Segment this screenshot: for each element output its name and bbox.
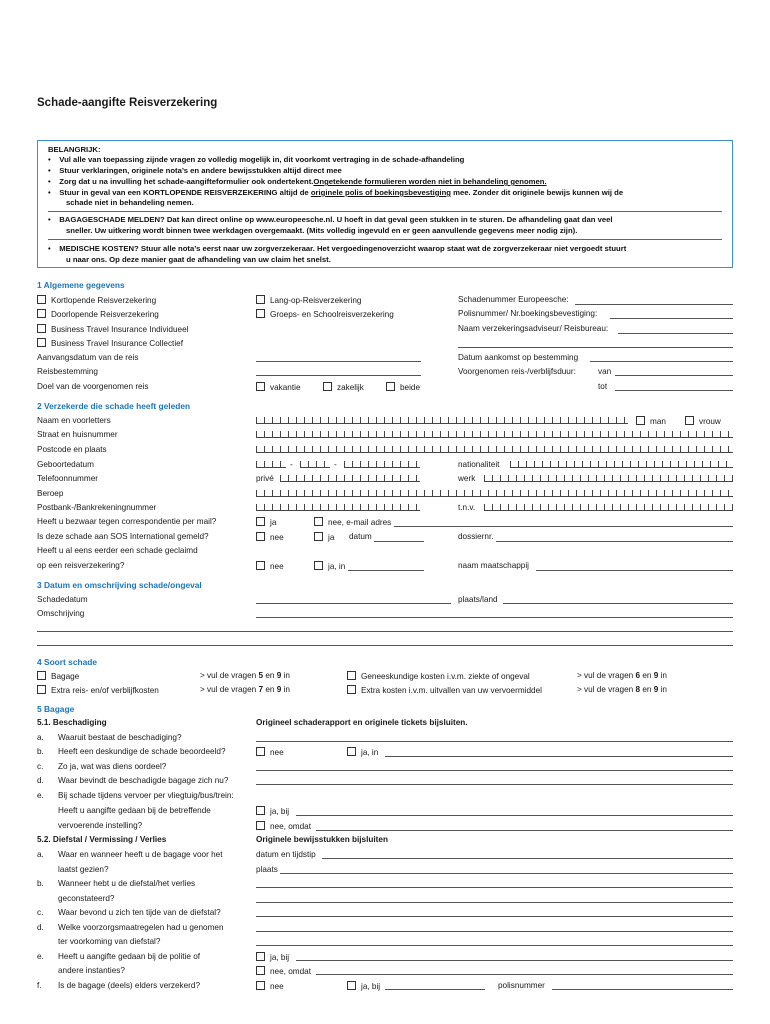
- polisnummer-field[interactable]: [610, 318, 733, 319]
- politie-omdat-field[interactable]: [316, 974, 733, 975]
- geboortedatum-jaar[interactable]: [344, 456, 420, 468]
- telefoon-werk-boxes[interactable]: [484, 470, 733, 482]
- page-title: Schade-aangifte Reisverzekering: [37, 97, 218, 109]
- omschrijving-line-3[interactable]: [37, 645, 733, 646]
- dossiernr-field[interactable]: [496, 541, 733, 542]
- geboortedatum-maand[interactable]: [300, 456, 330, 468]
- maatschappij-field[interactable]: [536, 570, 733, 571]
- aanvangsdatum-field[interactable]: [256, 361, 421, 362]
- checkbox-extra-reiskosten[interactable]: Extra reis- en/of verblijfkosten: [37, 685, 159, 696]
- geconstateerd-field-2[interactable]: [256, 902, 733, 903]
- checkbox-doorlopend[interactable]: Doorlopende Reisverzekering: [37, 309, 159, 320]
- section-1-title: 1 Algemene gegevens: [37, 280, 125, 290]
- checkbox-vakantie[interactable]: vakantie: [256, 382, 301, 393]
- datum-tijdstip-field[interactable]: [322, 858, 733, 859]
- checkbox-man[interactable]: man: [636, 416, 666, 427]
- checkbox-eerder-ja[interactable]: ja, in: [314, 561, 345, 572]
- checkbox-bagage[interactable]: Bagage: [37, 671, 79, 682]
- section-5-title: 5 Bagage: [37, 704, 75, 714]
- checkbox-groeps[interactable]: Groeps- en Schoolreisverzekering: [256, 309, 394, 320]
- checkbox-aangifte-ja[interactable]: ja, bij: [256, 806, 289, 817]
- notice-box: BELANGRIJK: • Vul alle van toepassing zijnde vragen zo volledig mogelijk in, dit voorkomt vertraging in de schade-afhandeling • Stuur verklaringen, originele nota’s en andere bewijsstukken altijd direct mee • Zorg dat u na invulling het schade-aangifteformulier ook ondertekent.Ongetekende formulieren worden niet in behandeling genomen. • Stuur in geval van een KORTLOPENDE REISVERZEKERING altijd de originele polis of boekingsbevestiging mee. Zonder dit originele bewijs kunnen wij de schade niet in behandeling nemen. • BAGAGESCHADE MELDEN? Dat kan direct online op www.europeesche.nl. U hoeft in dat geval geen stukken in te sturen. De afhandeling gaat dan veel sneller. Uw uitkering wordt binnen twee werkdagen overgemaakt. (Mits volledig ingevuld en er geen aanvullende gegevens meer nodig zijn). • MEDISCHE KOSTEN? Stuur alle nota’s eerst naar uw zorgverzekeraar. Het vergoedingenoverzicht waarop staat wat de zorgverzekeraar niet vergoedt stuurt u naar ons. Op deze manier gaat de afhandeling van uw claim het snelst.: [37, 140, 733, 268]
- reisbestemming-field[interactable]: [256, 375, 421, 376]
- geconstateerd-field[interactable]: [256, 887, 733, 888]
- notice-heading: BELANGRIJK:: [48, 145, 101, 154]
- checkbox-aangifte-nee[interactable]: nee, omdat: [256, 821, 311, 832]
- van-field[interactable]: [615, 375, 733, 376]
- voorzorg-field[interactable]: [256, 931, 733, 932]
- voorzorg-field-2[interactable]: [256, 945, 733, 946]
- checkbox-elders-nee[interactable]: nee: [256, 981, 284, 992]
- checkbox-zakelijk[interactable]: zakelijk: [323, 382, 364, 393]
- checkbox-beide[interactable]: beide: [386, 382, 420, 393]
- tot-field[interactable]: [615, 390, 733, 391]
- checkbox-vrouw[interactable]: vrouw: [685, 416, 721, 427]
- checkbox-eerder-nee[interactable]: nee: [256, 561, 284, 572]
- checkbox-politie-ja[interactable]: ja, bij: [256, 952, 289, 963]
- politie-bij-field[interactable]: [296, 960, 733, 961]
- checkbox-bti-collectief[interactable]: Business Travel Insurance Collectief: [37, 338, 183, 349]
- section-4-title: 4 Soort schade: [37, 657, 98, 667]
- email-field[interactable]: [394, 526, 733, 527]
- bankrekening-boxes[interactable]: [256, 499, 420, 511]
- postcode-boxes[interactable]: [256, 441, 733, 453]
- aangifte-omdat-field[interactable]: [316, 830, 733, 831]
- oordeel-field[interactable]: [256, 770, 733, 771]
- elders-bij-field[interactable]: [385, 989, 485, 990]
- nationaliteit-boxes[interactable]: [510, 456, 733, 468]
- schadenummer-field[interactable]: [575, 304, 733, 305]
- checkbox-kortlopend[interactable]: Kortlopende Reisverzekering: [37, 295, 156, 306]
- omschrijving-line-2[interactable]: [37, 631, 733, 632]
- schadedatum-field[interactable]: [256, 603, 451, 604]
- geboortedatum-dag[interactable]: [256, 456, 286, 468]
- checkbox-lang-op-reis[interactable]: Lang-op-Reisverzekering: [256, 295, 361, 306]
- checkbox-mail-ja[interactable]: ja: [256, 517, 276, 528]
- checkbox-mail-nee[interactable]: nee, e-mail adres: [314, 517, 391, 528]
- checkbox-elders-ja[interactable]: ja, bij: [347, 981, 380, 992]
- section-2-title: 2 Verzekerde die schade heeft geleden: [37, 401, 191, 411]
- omschrijving-line-1[interactable]: [256, 617, 733, 618]
- straat-boxes[interactable]: [256, 426, 733, 438]
- checkbox-deskundige-ja[interactable]: ja, in: [347, 747, 378, 758]
- checkbox-geneeskundig[interactable]: Geneeskundige kosten i.v.m. ziekte of ongeval: [347, 671, 530, 682]
- plaats-land-field[interactable]: [503, 603, 733, 604]
- telefoon-prive-boxes[interactable]: [280, 470, 420, 482]
- checkbox-sos-nee[interactable]: nee: [256, 532, 284, 543]
- checkbox-bti-individueel[interactable]: Business Travel Insurance Individueel: [37, 324, 188, 335]
- checkbox-politie-nee[interactable]: nee, omdat: [256, 966, 311, 977]
- locatie-field[interactable]: [256, 916, 733, 917]
- elders-polisnummer-field[interactable]: [552, 989, 733, 990]
- aangifte-bij-field[interactable]: [296, 815, 733, 816]
- plaats-field[interactable]: [280, 873, 733, 874]
- deskundige-field[interactable]: [385, 756, 733, 757]
- beroep-boxes[interactable]: [256, 485, 733, 497]
- eerder-jaar-field[interactable]: [348, 570, 424, 571]
- naam-boxes[interactable]: [256, 412, 628, 424]
- aankomst-field[interactable]: [590, 361, 733, 362]
- checkbox-deskundige-nee[interactable]: nee: [256, 747, 284, 758]
- adviseur-field[interactable]: [618, 333, 733, 334]
- section-3-title: 3 Datum en omschrijving schade/ongeval: [37, 580, 202, 590]
- checkbox-sos-ja[interactable]: ja: [314, 532, 334, 543]
- sos-datum-field[interactable]: [374, 541, 424, 542]
- tnv-boxes[interactable]: [484, 499, 733, 511]
- adviseur-field-2[interactable]: [458, 347, 733, 348]
- q-a-field[interactable]: [256, 741, 733, 742]
- checkbox-vervoermiddel[interactable]: Extra kosten i.v.m. uitvallen van uw vervoermiddel: [347, 685, 542, 696]
- bagage-nu-field[interactable]: [256, 784, 733, 785]
